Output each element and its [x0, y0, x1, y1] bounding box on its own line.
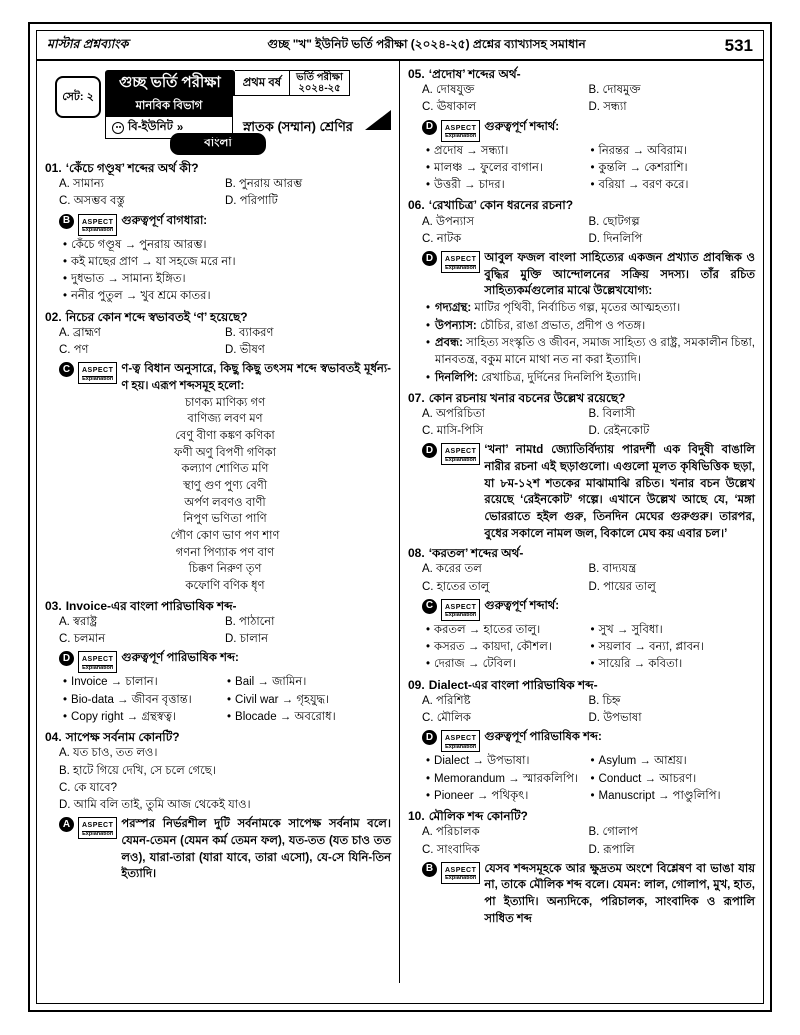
explanation-block [422, 729, 755, 805]
bullet-text: সায়েরি → কবিতা। [598, 658, 683, 671]
explanation-block [422, 861, 755, 928]
bullet-text: উত্তরী → চাদর। [434, 179, 505, 192]
aspect-explanation-icon: ASPECT Explanation [441, 120, 480, 142]
explanation-block [59, 816, 391, 883]
question-number: 03. [45, 598, 62, 613]
explanation-block [422, 250, 755, 386]
options-list [408, 82, 755, 117]
bullet-icon: • [426, 161, 431, 174]
question-text: মৌলিক শব্দ কোনটি? [428, 809, 528, 824]
question-text: Dialect-এর বাংলা পারিভাষিক শব্দ- [428, 677, 598, 692]
options-list [45, 325, 391, 360]
option-a[interactable]: A. ব্রাহ্মণ [59, 326, 101, 339]
option-b[interactable]: B. বাদ্যযন্ত্র [588, 563, 637, 576]
banner-unit [105, 117, 233, 139]
answer-badge: B [422, 862, 437, 877]
list-item: অর্পণ লবণও বাণী [184, 496, 266, 509]
explanation-block [422, 598, 755, 674]
bullet-text: Civil war → গৃহযুদ্ধ। [235, 693, 330, 706]
question-block-10 [408, 808, 755, 927]
explanation-bullets [422, 622, 755, 674]
explanation-block [59, 213, 391, 306]
explanation-sub-bullets [422, 300, 755, 386]
explanation-text: পরস্পর নির্ভরশীল দুটি সর্বনামকে সাপেক্ষ সর্বনাম বলে। যেমন-তেমন (যেমন কর্ম তেমন ফল), যত-তত (যত চাও তত লও), যারা-তারা (যারা যাবে, তারা এসো), যে-সে যিনি-তিন ইত্যাদি। [121, 818, 391, 881]
bullet-icon: • [426, 623, 431, 636]
option-c[interactable]: C. সাংবাদিক [422, 843, 480, 856]
option-a[interactable]: A. উপন্যাস [422, 215, 474, 228]
option-d[interactable]: D. দিনলিপি [588, 232, 643, 245]
option-d[interactable]: D. উপভাষা [588, 712, 642, 725]
list-item: কফোণি বণিক ধৃণ [185, 580, 265, 593]
exam-banner [45, 68, 391, 134]
bullet-icon: • [227, 676, 232, 689]
bullet-text: Conduct → আচরণ। [598, 772, 697, 785]
bullet-text: সয়লাব → বন্যা, প্লাবন। [598, 641, 704, 654]
banner-degree: স্নাতক (সম্মান) শ্রেণির [243, 118, 353, 134]
aspect-explanation-icon: ASPECT Explanation [78, 817, 117, 839]
list-item: চাণক্য মাণিক্য গণ [184, 396, 266, 409]
bullet-icon: • [426, 144, 431, 157]
options-list [408, 214, 755, 249]
question-block-05 [408, 66, 755, 194]
option-a[interactable]: A. অপরিচিতা [422, 407, 485, 420]
option-b[interactable]: B. ব্যাকরণ [225, 326, 274, 339]
aspect-explanation-icon: ASPECT Explanation [78, 362, 117, 384]
bullet-icon: • [63, 693, 68, 706]
question-block-02 [45, 309, 391, 595]
option-d[interactable]: D. পরিপাটি [225, 195, 278, 208]
page-number: 531 [724, 35, 753, 55]
explanation-text: ‘খনা’ নামtd জ্যোতির্বিদ্যায় পারদর্শী এক বিদুষী বাঙালি নারীর রচনা এই ছড়াগুলো। এগুলো মূলত কৃষিভিত্তিক ছড়া, যা ৮ম-১২শ শতকের মাঝামাঝি রচিত। খনার বচন উল্লেখ রয়েছে ‘রেইনকোট’ গল্পে। এখানে উল্লেখ আছে যে, ‘মঙ্গা ভোররাতে হইল গুরু, তিনদিন মেঘের গুরুগুরু। তারপর, বুধের সকালে নামল জল, বিকালে মেঘ কয় এবার চল।’ [484, 444, 755, 540]
question-number: 07. [408, 390, 425, 405]
explanation-block [59, 361, 391, 594]
bullet-icon: • [590, 179, 595, 192]
bullet-text: কুন্তলি → কেশরাশি। [598, 161, 688, 174]
explanation-label: গুরুত্বপূর্ণ পারিভাষিক শব্দ: [121, 652, 239, 665]
question-block-09 [408, 677, 755, 805]
explanation-text: ণ-ত্ব বিধান অনুসারে, কিছু কিছু তৎসম শব্দে স্বভাবতই মূর্ধন্য-ণ হয়। এরূপ শব্দসমূহ হলো: [121, 363, 391, 393]
question-text: নিচের কোন শব্দে স্বভাবতই ‘ণ’ হয়েছে? [65, 309, 248, 324]
list-item: স্থাণু গুণ পুণ্য বেণী [182, 480, 268, 493]
subject-badge: বাংলা [170, 133, 266, 155]
banner-year-second-line1: ভর্তি পরীক্ষা [296, 71, 343, 83]
options-list [45, 614, 391, 649]
option-d[interactable]: D. চালান [225, 633, 269, 646]
bullet-icon: • [227, 693, 232, 706]
bullet-icon: • [426, 755, 431, 768]
bullet-text: দেরাজ → টেবিল। [434, 658, 516, 671]
explanation-bullets [422, 143, 755, 195]
question-text: ‘কেঁচে গণ্ডূষ’ শব্দের অর্থ কী? [65, 161, 199, 175]
options-list [45, 745, 391, 814]
explanation-text: যেসব শব্দসমূহকে আর ক্ষুদ্রতম অংশে বিশ্লেষণ বা ভাঙা যায় না, তাকে মৌলিক শব্দ বলে। যেমন: লাল, গোলাপ, মুখ, হাত, পা ইত্যাদি। অন্যদিকে, পরিচালক, সাংবাদিক ও রূপালি সাধিত শব্দ [484, 862, 755, 925]
question-text: Invoice-এর বাংলা পারিভাষিক শব্দ- [65, 598, 237, 613]
answer-badge: D [422, 251, 437, 266]
question-number: 04. [45, 730, 62, 745]
header-left-text: মাস্টার প্রশ্নব্যাংক [47, 36, 129, 51]
list-item: গণনা পিণ্যাক পণ বাণ [175, 546, 275, 559]
bullet-text: Asylum → আশ্রয়। [598, 755, 687, 768]
question-block-08 [408, 545, 755, 673]
question-block-04 [45, 729, 391, 883]
option-c[interactable]: C. চলমান [59, 633, 106, 646]
option-d[interactable]: D. পায়ের তালু [588, 580, 656, 593]
bullet-icon: • [590, 772, 595, 785]
explanation-bullets [59, 237, 391, 306]
question-text: ‘প্রদোষ’ শব্দের অর্থ- [428, 67, 521, 81]
bullet-icon: • [590, 755, 595, 768]
options-list [408, 693, 755, 728]
list-item: কল্যাণ শোণিত মণি [181, 463, 269, 476]
bullet-icon: • [426, 772, 431, 785]
option-d[interactable]: D. ভীষণ [225, 344, 265, 357]
banner-unit-label: বি-ইউনিট [128, 121, 173, 133]
list-item: বাণিজ্য লবণ মণ [187, 413, 263, 426]
options-list [408, 561, 755, 596]
option-b[interactable]: B. হাটে গিয়ে দেখি, সে চলে গেছে। [59, 764, 216, 777]
banner-year-second [290, 70, 350, 96]
bullet-text: বরিয়া → বরণ করে। [598, 179, 689, 192]
option-a[interactable]: A. দোষযুক্ত [422, 84, 475, 97]
option-a[interactable]: A. পরিশিষ্ট [422, 694, 471, 707]
explanation-block [422, 442, 755, 542]
bullet-text: কই মাছের প্রাণ → যা সহজে মরে না। [71, 255, 236, 268]
two-column-body [37, 61, 763, 983]
bullet-text: কেঁচে গণ্ডূষ → পুনরায় আরম্ভ। [71, 238, 207, 251]
bullet-text: ননীর পুতুল → খুব শ্রমে কাতর। [71, 290, 211, 303]
question-block-06 [408, 197, 755, 386]
option-d[interactable]: D. রেইনকোট [588, 424, 650, 437]
explanation-bullets [422, 753, 755, 805]
option-b[interactable]: B. চিহ্ন [588, 694, 621, 707]
bullet-icon: • [590, 161, 595, 174]
explanation-label: গুরুত্বপূর্ণ পারিভাষিক শব্দ: [484, 731, 602, 744]
question-text: ‘করতল’ শব্দের অর্থ- [428, 546, 524, 561]
answer-badge: C [59, 362, 74, 377]
banner-title: গুচ্ছ ভর্তি পরীক্ষা [105, 70, 235, 96]
banner-division: মানবিক বিভাগ [105, 96, 233, 117]
bullet-text: নিরন্তর → অবিরাম। [598, 144, 687, 157]
question-number: 01. [45, 161, 62, 175]
options-list [408, 406, 755, 441]
question-block-03 [45, 598, 391, 726]
question-text: কোন রচনায় খনার বচনের উল্লেখ রয়েছে? [428, 390, 626, 405]
bullet-icon: • [590, 658, 595, 671]
option-d[interactable]: D. সন্ধ্যা [588, 101, 627, 114]
option-c[interactable]: C. অসম্ভব বস্তু [59, 195, 125, 208]
aspect-explanation-icon: ASPECT Explanation [78, 651, 117, 673]
aspect-explanation-icon: ASPECT Explanation [441, 443, 480, 465]
bullet-icon: • [426, 179, 431, 192]
bullet-icon: • [63, 255, 68, 268]
bullet-icon: • [426, 789, 431, 802]
left-column [37, 61, 400, 983]
list-item: নিপুণ ভণিতা পাণি [183, 513, 267, 526]
sub-bullet-1: উপন্যাস: চৌচির, রাঙা প্রভাত, প্রদীপ ও পতঙ্গ। [435, 319, 646, 332]
bullet-text: Copy right → গ্রন্থস্বত্ব। [71, 710, 177, 723]
bullet-text: Bio-data → জীবন বৃত্তান্ত। [71, 693, 192, 706]
bullet-icon: • [426, 641, 431, 654]
answer-badge: B [59, 214, 74, 229]
question-block-07 [408, 390, 755, 543]
option-b[interactable]: B. বিলাসী [588, 407, 636, 420]
aspect-explanation-icon: ASPECT Explanation [441, 862, 480, 884]
bullet-text: Memorandum → স্মারকলিপি। [434, 772, 579, 785]
option-a[interactable]: A. সামান্য [59, 178, 104, 191]
option-a[interactable]: A. স্বরাষ্ট্র [59, 615, 98, 628]
header-title: গুচ্ছ "খ" ইউনিট ভর্তি পরীক্ষা (২০২৪-২৫) প্রশ্নের ব্যাখ্যাসহ সমাধান [267, 36, 586, 51]
centered-word-list [59, 395, 391, 595]
option-c[interactable]: C. পণ [59, 344, 89, 357]
page-border [28, 22, 772, 1012]
bullet-icon: • [63, 710, 68, 723]
question-number: 05. [408, 67, 425, 81]
bullet-icon: • [426, 658, 431, 671]
page-inner [36, 30, 764, 1004]
aspect-explanation-icon: ASPECT Explanation [441, 730, 480, 752]
option-c[interactable]: C. মাসি-পিসি [422, 424, 484, 437]
answer-badge: D [422, 730, 437, 745]
bullet-icon: • [63, 273, 68, 286]
question-number: 02. [45, 309, 62, 324]
explanation-label: গুরুত্বপূর্ণ বাগধারা: [121, 214, 208, 227]
option-c[interactable]: C. নাটক [422, 232, 462, 245]
aspect-explanation-icon: ASPECT Explanation [78, 214, 117, 236]
bullet-text: করতল → হাতের তালু। [434, 623, 541, 636]
sub-bullet-0: গদ্যগ্রন্থ: মাটির পৃথিবী, নির্বাচিত গল্প, মৃতের আত্মহত্যা। [435, 302, 681, 315]
option-a[interactable]: A. করের তল [422, 563, 482, 576]
bullet-text: Bail → জামিন। [235, 676, 307, 689]
question-text: ‘রেখাচিত্র’ কোন ধরনের রচনা? [428, 198, 574, 213]
bullet-icon: • [590, 641, 595, 654]
list-item: ফণী অণু বিপণী গণিকা [173, 446, 277, 459]
page-header [37, 31, 763, 61]
question-number: 10. [408, 809, 425, 824]
explanation-label: গুরুত্বপূর্ণ শব্দার্থ: [484, 599, 560, 612]
bullet-icon: • [426, 371, 431, 384]
bullet-icon: • [426, 302, 431, 315]
option-c[interactable]: C. মৌলিক [422, 712, 471, 725]
option-d[interactable]: D. রূপালি [588, 843, 635, 856]
sub-bullet-2: প্রবন্ধ: সাহিত্য সংস্কৃতি ও জীবন, সমাজ সাহিত্য ও রাষ্ট্র, সমকালীন চিন্তা, মানবতন্ত্র, বকুম মানে মাথা নত না করা ইত্যাদি। [435, 337, 755, 367]
explanation-text: আবুল ফজল বাংলা সাহিত্যের একজন প্রখ্যাত প্রাবন্ধিক ও বুদ্ধির মুক্তি আন্দোলনের সক্রিয় সদস্য। তাঁর রচিত সাহিত্যকর্মগুলোর মাঝে উল্লেখযোগ্য: [484, 252, 755, 298]
list-item: গৌণ কোণ ভাণ পণ শাণ [170, 530, 280, 543]
list-item: চিক্কণ নিরুণ তৃণ [188, 563, 262, 576]
question-block-01 [45, 160, 391, 306]
bullet-icon: • [227, 710, 232, 723]
options-list [45, 176, 391, 211]
question-number: 09. [408, 677, 425, 692]
bullet-text: Pioneer → পথিকৃৎ। [434, 789, 529, 802]
question-text: সাপেক্ষ সর্বনাম কোনটি? [65, 730, 180, 745]
bullet-text: কসরত → কায়দা, কৌশল। [434, 641, 552, 654]
bullet-icon: • [426, 337, 431, 350]
aspect-explanation-icon: ASPECT Explanation [441, 599, 480, 621]
bullet-text: প্রদোষ → সন্ধ্যা। [434, 144, 509, 157]
explanation-bullets [59, 674, 391, 726]
bullet-icon: • [63, 290, 68, 303]
banner-main [105, 70, 391, 134]
option-b[interactable]: B. পুনরায় আরম্ভ [225, 178, 303, 191]
right-column [400, 61, 763, 983]
answer-badge: D [422, 120, 437, 135]
option-a[interactable]: A. যত চাও, তত লও। [59, 747, 158, 760]
banner-year-second-line2: ২০২৪-২৫ [298, 83, 341, 94]
option-b[interactable]: B. পাঠানো [225, 615, 275, 628]
list-item: বেণু বীণা কঙ্কণ কণিকা [175, 430, 275, 443]
option-b[interactable]: B. গোলাপ [588, 826, 638, 839]
question-number: 08. [408, 546, 425, 561]
answer-badge: C [422, 599, 437, 614]
chevron-right-icon: » [176, 121, 184, 134]
bullet-text: Blocade → অবরোধ। [235, 710, 336, 723]
bullet-icon: • [590, 789, 595, 802]
bullet-icon: • [590, 144, 595, 157]
option-b[interactable]: B. ছোটগল্প [588, 215, 640, 228]
bullet-text: মালঞ্চ → ফুলের বাগান। [434, 161, 543, 174]
answer-badge: D [422, 443, 437, 458]
option-b[interactable]: B. দোষমুক্ত [588, 84, 641, 97]
question-number: 06. [408, 198, 425, 213]
options-list [408, 824, 755, 859]
explanation-block [422, 119, 755, 195]
option-d[interactable]: D. আমি বলি তাই, তুমি আজ থেকেই যাও। [59, 799, 251, 812]
bullet-text: সুখ → সুবিধা। [598, 623, 663, 636]
option-c[interactable]: C. কে যাবে? [59, 781, 117, 794]
bullet-text: Dialect → উপভাষা। [434, 755, 530, 768]
option-a[interactable]: A. পরিচালক [422, 826, 480, 839]
answer-badge: D [59, 651, 74, 666]
answer-badge: A [59, 817, 74, 832]
bullet-text: Manuscript → পাণ্ডুলিপি। [598, 789, 721, 802]
sub-bullet-3: দিনলিপি: রেখাচিত্র, দুর্দিনের দিনলিপি ইত্যাদি। [435, 371, 641, 384]
explanation-block [59, 650, 391, 726]
bullet-icon: • [590, 623, 595, 636]
option-c[interactable]: C. ঊষাকাল [422, 101, 477, 114]
set-label: সেট: ২ [55, 76, 101, 118]
bullet-icon: • [63, 676, 68, 689]
bullet-text: Invoice → চালান। [71, 676, 158, 689]
explanation-label: গুরুত্বপূর্ণ শব্দার্থ: [484, 120, 560, 133]
option-c[interactable]: C. হাতের তালু [422, 580, 490, 593]
aspect-explanation-icon: ASPECT Explanation [441, 251, 480, 273]
corner-triangle-decoration [365, 110, 391, 130]
bullet-text: দুধভাত → সামান্য ইঙ্গিত। [71, 273, 186, 286]
banner-year-first: প্রথম বর্ষ [235, 70, 290, 96]
smiley-icon [112, 122, 124, 134]
bullet-icon: • [63, 238, 68, 251]
bullet-icon: • [426, 319, 431, 332]
